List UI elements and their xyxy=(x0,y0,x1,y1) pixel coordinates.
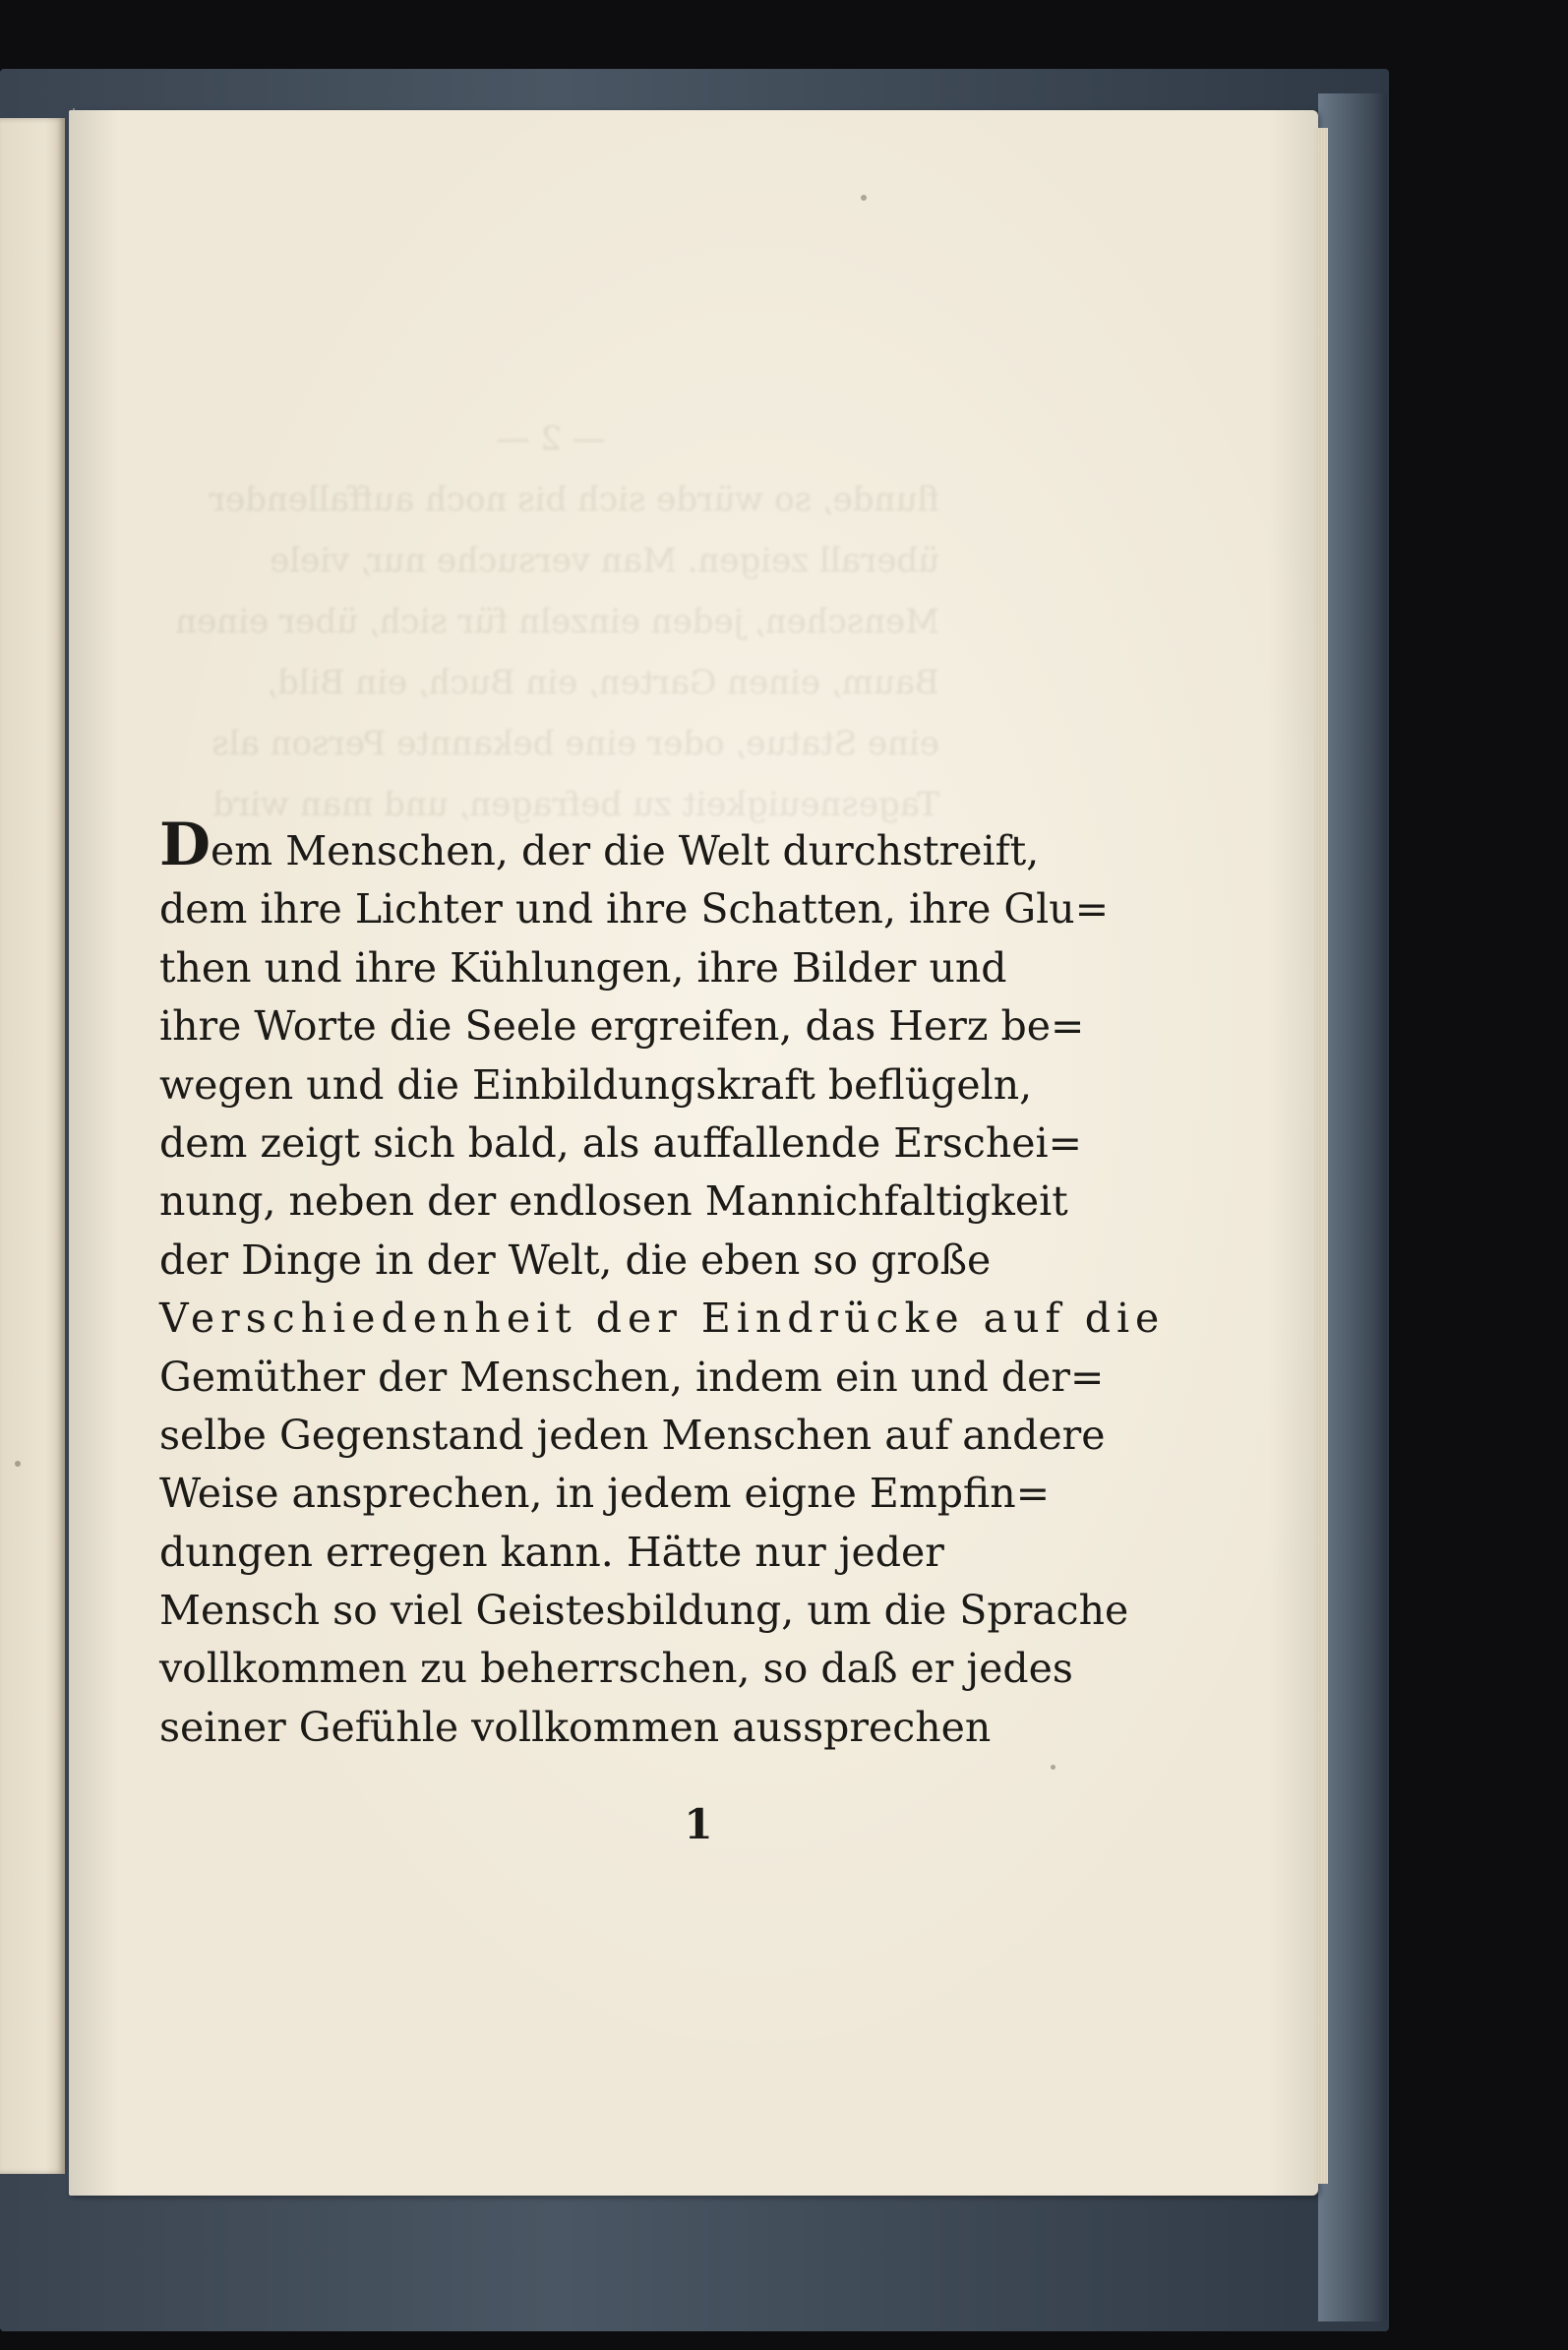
paper-speck xyxy=(15,1461,21,1467)
text-line: dungen erregen kann. Hätte nur jeder xyxy=(159,1528,944,1576)
text-line: dem ihre Lichter und ihre Schatten, ihre Glu= xyxy=(159,885,1110,934)
text-line: then und ihre Kühlungen, ihre Bilder und xyxy=(159,943,1007,992)
body-text xyxy=(159,811,1166,1757)
text-line-content: em Menschen, der die Welt durchstreift, xyxy=(211,827,1040,874)
text-line: der Dinge in der Welt, die eben so große xyxy=(159,1235,992,1284)
paper-speck xyxy=(1051,1765,1055,1770)
text-line: ihre Worte die Seele ergreifen, das Herz be= xyxy=(159,1002,1085,1051)
signature-mark: 1 xyxy=(684,1800,713,1848)
text-line: Weise ansprechen, in jedem eigne Empfin= xyxy=(159,1470,1051,1518)
text-line: Mensch so viel Geistesbildung, um die Sprache xyxy=(159,1587,1129,1635)
drop-cap: D xyxy=(159,811,211,879)
text-line: Gemüther der Menschen, indem ein und der= xyxy=(159,1353,1105,1401)
text-line: selbe Gegenstand jeden Menschen auf andere xyxy=(159,1411,1106,1459)
text-line: nung, neben der endlosen Mannichfaltigkeit xyxy=(159,1177,1068,1226)
paper-speck xyxy=(861,195,867,201)
text-line: vollkommen zu beherrschen, so daß er jedes xyxy=(159,1645,1073,1693)
cover-edge xyxy=(1318,93,1387,2321)
previous-page-strip xyxy=(0,118,65,2174)
text-line: wegen und die Einbildungskraft beflügeln, xyxy=(159,1060,1033,1109)
text-line xyxy=(159,811,1040,880)
text-line: seiner Gefühle vollkommen aussprechen xyxy=(159,1703,992,1751)
text-line: Verschiedenheit der Eindrücke auf die xyxy=(159,1295,1166,1343)
text-line: dem zeigt sich bald, als auffallende Erschei= xyxy=(159,1118,1082,1167)
page-stack-edge xyxy=(1314,128,1328,2184)
